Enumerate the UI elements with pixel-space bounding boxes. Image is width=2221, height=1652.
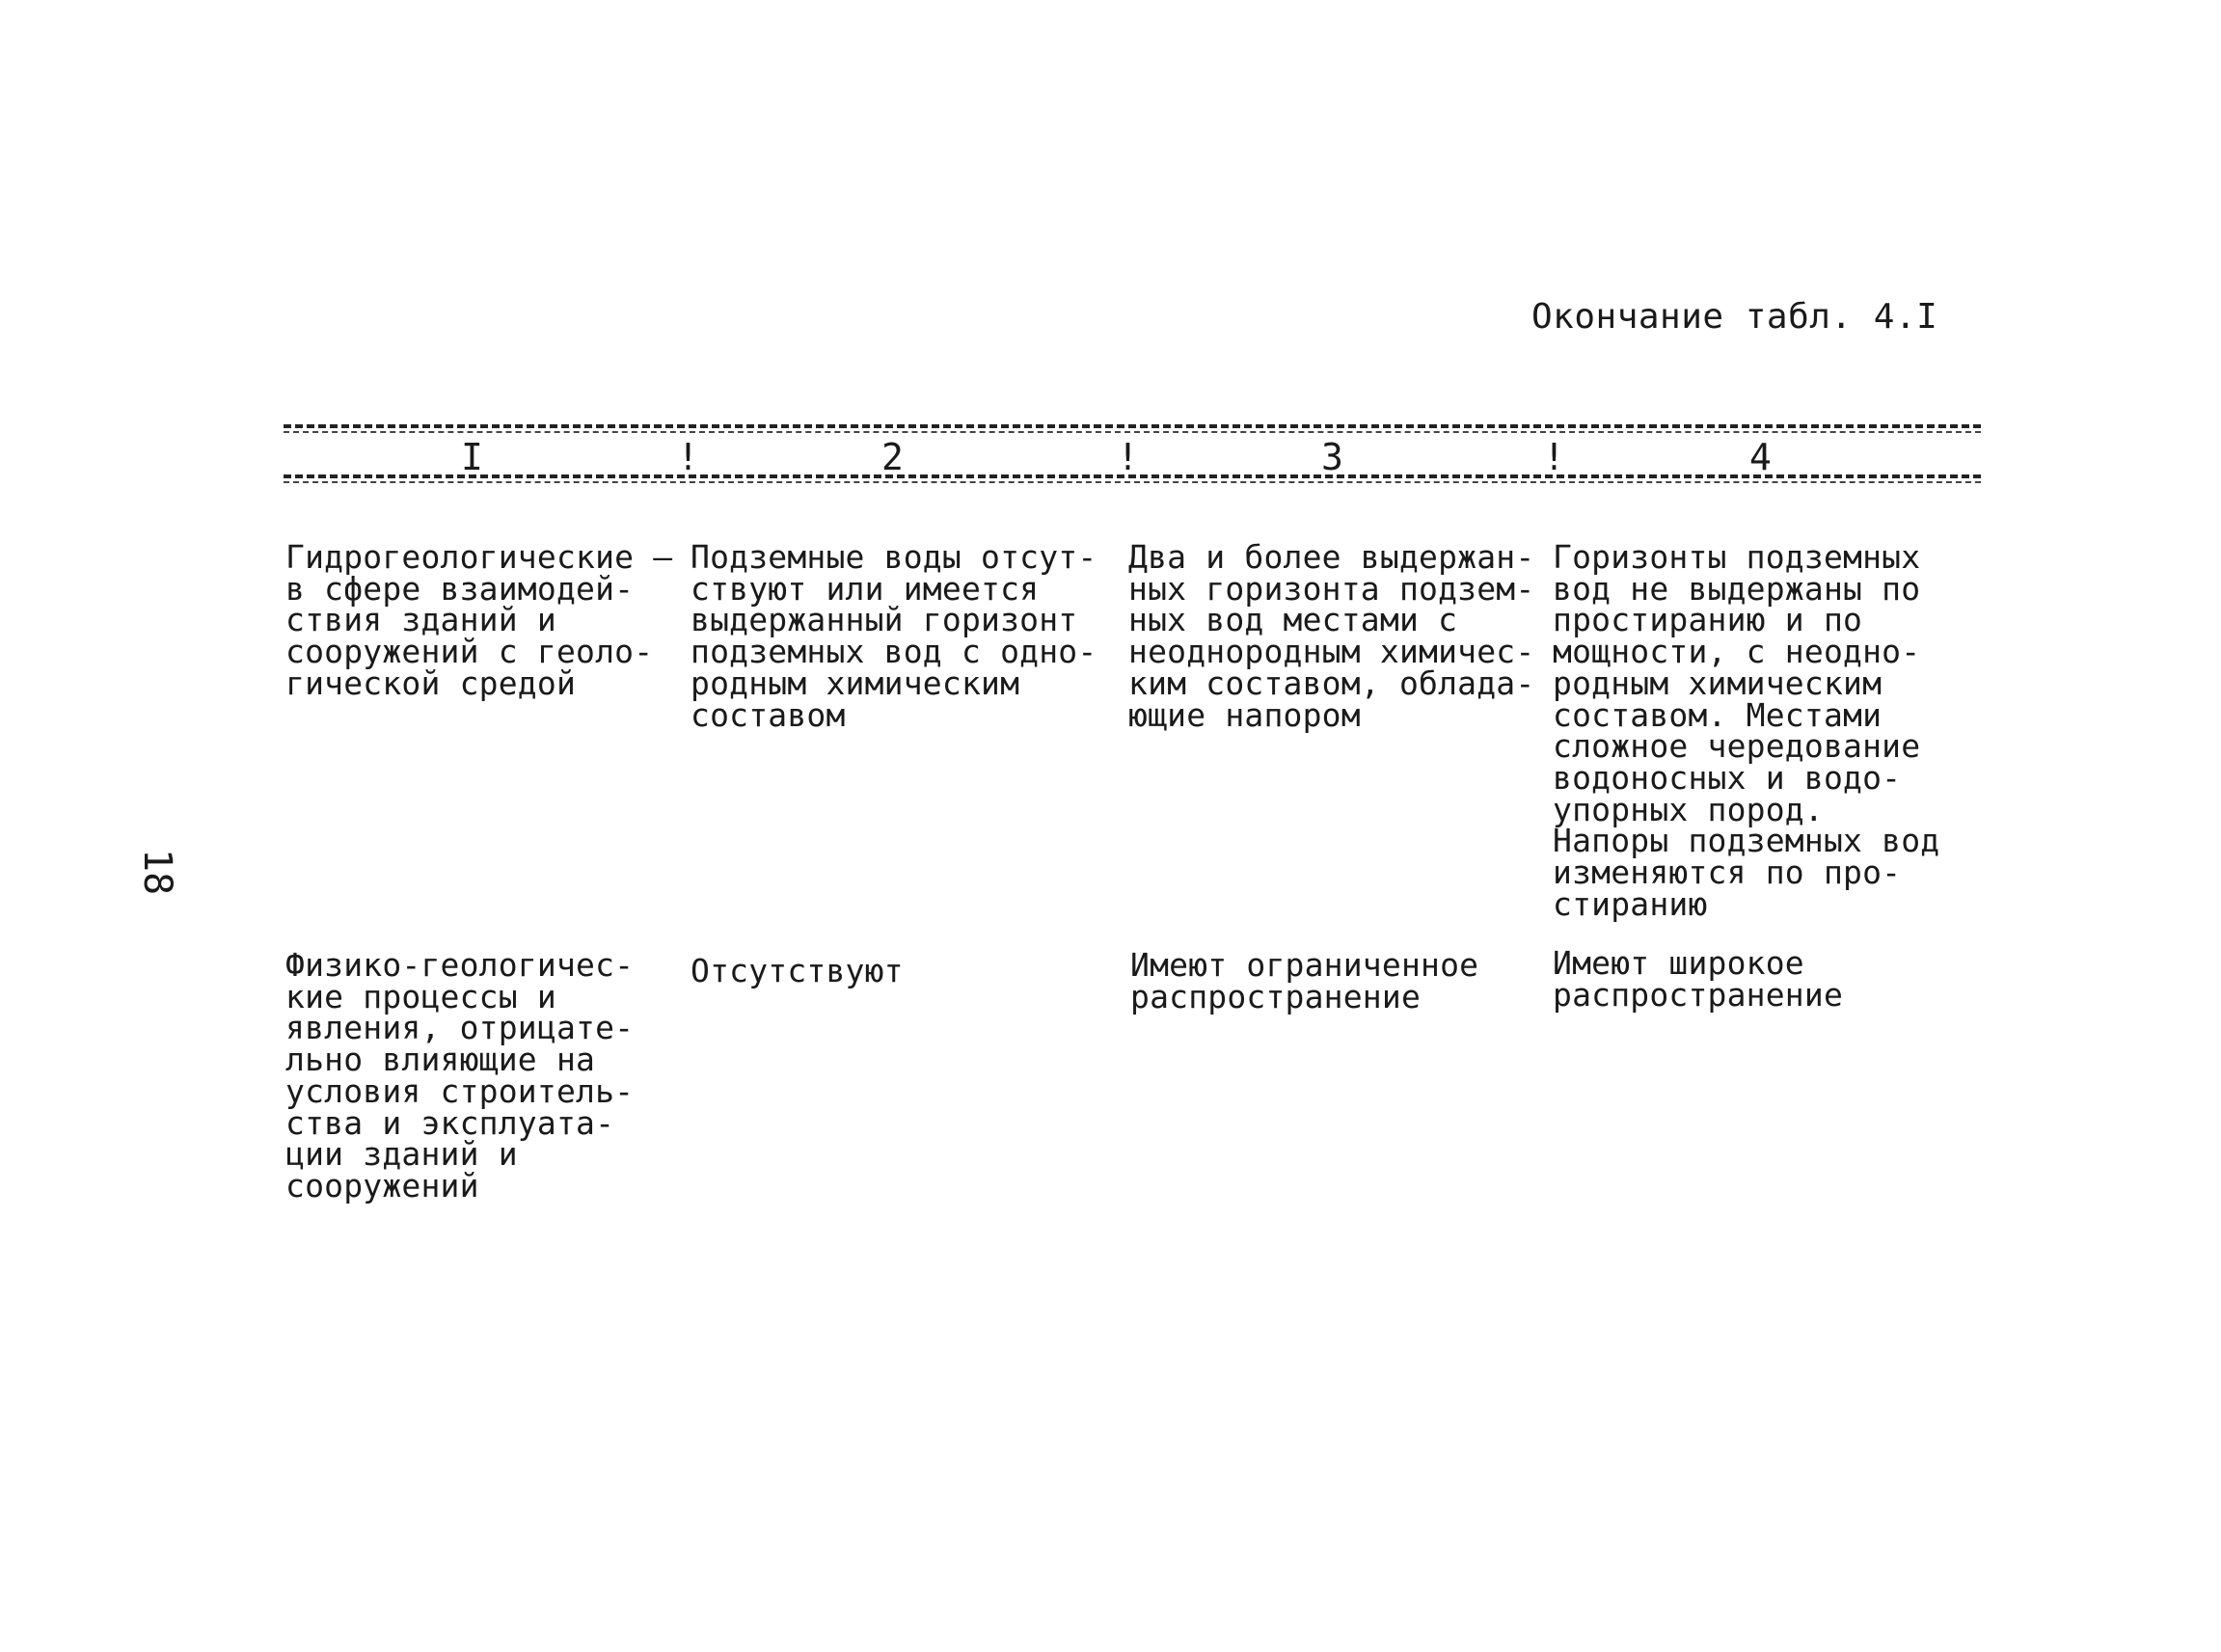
- row2-col2-cell: Отсутствуют: [691, 952, 904, 989]
- header-top-rule-secondary: [284, 431, 1981, 433]
- column-separator: !: [1117, 436, 1139, 478]
- header-bottom-rule: [284, 474, 1981, 478]
- row1-col1-cell: Гидрогеологические – в сфере взаимодей- ствия зданий и сооружений с геоло- гической средой: [285, 538, 673, 702]
- row2-col1-cell: Физико-геологичес- кие процессы и явления, отрицате- льно влияющие на условия строитель- ства и эксплуата- ции зданий и сооружений: [285, 946, 635, 1205]
- row1-col4-cell: Горизонты подземных вод не выдержаны по простиранию и по мощности, с неодно- родным химическим составом. Местами сложное чередование водоносных и водо- упорных пород. Напоры подземных вод изменяются по про- стиранию: [1553, 538, 1940, 923]
- column-number-3: 3: [1321, 436, 1343, 478]
- column-separator: !: [1543, 436, 1565, 478]
- header-top-rule: [284, 424, 1981, 428]
- row1-col3-cell: Два и более выдержан- ных горизонта подзем- ных вод местами с неоднородным химичес- ким составом, облада- ющие напором: [1128, 538, 1535, 734]
- row2-col4-cell: Имеют широкое распространение: [1553, 944, 1844, 1014]
- column-number-1: I: [461, 436, 483, 478]
- column-number-2: 2: [881, 436, 904, 478]
- header-bottom-rule-secondary: [284, 481, 1981, 483]
- column-separator: !: [677, 436, 699, 478]
- column-number-4: 4: [1749, 436, 1772, 478]
- table-caption: Окончание табл. 4.I: [1531, 297, 1938, 337]
- row1-col2-cell: Подземные воды отсут- ствуют или имеется выдержанный горизонт подземных вод с одно- родным химическим составом: [691, 538, 1097, 734]
- row2-col3-cell: Имеют ограниченное распространение: [1130, 946, 1479, 1016]
- page-number: 18: [135, 849, 179, 896]
